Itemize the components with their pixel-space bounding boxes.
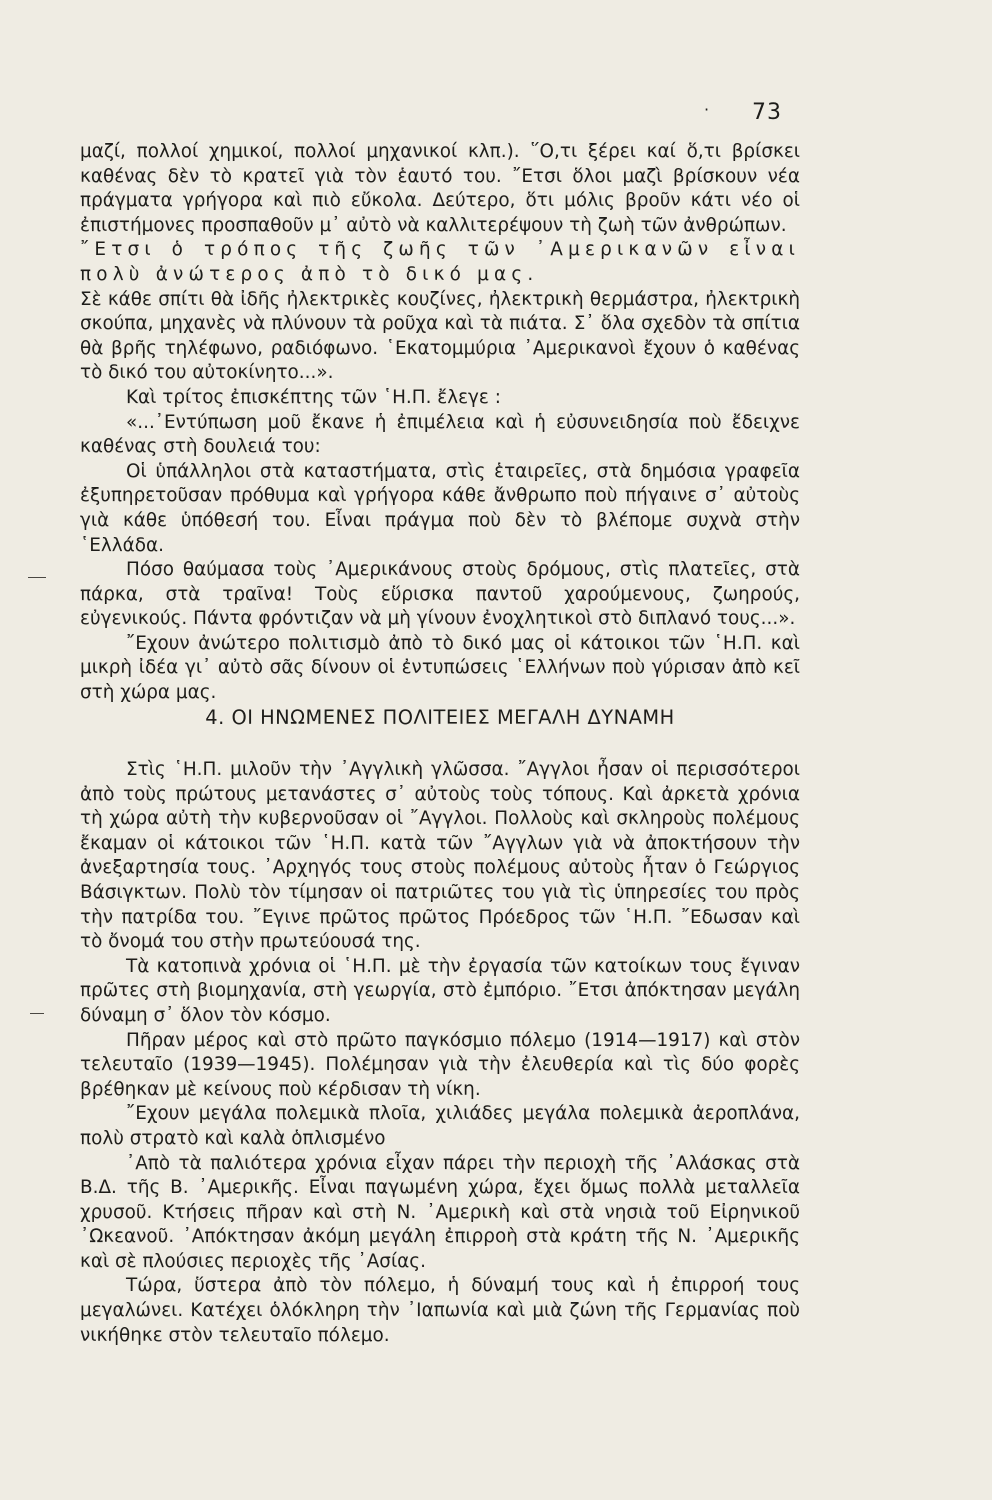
paragraph: «...᾿Εντύπωση μοῦ ἔκανε ἡ ἐπιμέλεια καὶ ἡ εὐσυνειδησία ποὺ ἔδειχνε καθένας στὴ δουλειά του: [80,411,800,458]
margin-mark [28,577,46,578]
margin-mark [30,1013,44,1014]
paragraph-spaced: ῎Ετσι ὁ τρόπος τῆς ζωῆς τῶν ᾿Αμερικανῶν εἶναι πολὺ ἀνώτερος ἀπὸ τὸ δικό μας. [80,239,800,285]
paragraph: Σὲ κάθε σπίτι θὰ ἰδῆς ἠλεκτρικὲς κουζίνες, ἠλεκτρικὴ θερμάστρα, ἠλεκτρικὴ σκούπα, μηχανὲς νὰ πλύνουν τὰ ροῦχα καὶ τὰ πιάτα. Σ᾿ ὅλα σχεδὸν τὰ σπίτια θὰ βρῆς τηλέφωνο, ραδιόφωνο. ῾Εκατομμύρια ᾿Αμερικανοὶ ἔχουν ὁ καθένας τὸ δικό του αὐτοκίνητο...». [80,288,800,384]
section-heading: 4. ΟΙ ΗΝΩΜΕΝΕΣ ΠΟΛΙΤΕΙΕΣ ΜΕΓΑΛΗ ΔΥΝΑΜΗ [205,706,675,729]
paragraph: Πόσο θαύμασα τοὺς ᾿Αμερικάνους στοὺς δρόμους, στὶς πλατεῖες, στὰ πάρκα, στὰ τραῖνα! Τοὺς εὕρισκα παντοῦ χαρούμενους, ζωηρούς, εὐγενικούς. Πάντα φρόντιζαν νὰ μὴ γίνουν ἐνοχλητικοὶ στὸ διπλανό τους...». [80,559,800,630]
page-number: 73 [752,100,782,125]
paragraph: Στὶς ῾Η.Π. μιλοῦν τὴν ᾿Αγγλικὴ γλῶσσα. ῎Αγγλοι ἦσαν οἱ περισσότεροι ἀπὸ τοὺς πρώτους μετανάστες σ᾿ αὐτοὺς τοὺς τόπους. Καὶ ἀρκετὰ χρόνια τὴ χώρα αὐτὴ τὴν κυβερνοῦσαν οἱ ῎Αγγλοι. Πολλοὺς καὶ σκληροὺς πολέμους ἔκαμαν οἱ κάτοικοι τῶν ῾Η.Π. κατὰ τῶν ῎Αγγλων γιὰ νὰ ἀποκτήσουν τὴν ἀνεξαρτησία τους. ᾿Αρχηγός τους στοὺς πολέμους αὐτοὺς ἦταν ὁ Γεώργιος Βάσιγκτων. Πολὺ τὸν τίμησαν οἱ πατριῶτες του γιὰ τὶς ὑπηρεσίες του πρὸς τὴν πατρίδα του. ῎Εγινε πρῶτος πρῶτος Πρόεδρος τῶν ῾Η.Π. ῎Εδωσαν καὶ τὸ ὄνομά του στὴν πρωτεύουσά της. [80,759,800,953]
paragraph: Καὶ τρίτος ἐπισκέπτης τῶν ῾Η.Π. ἔλεγε : [126,386,501,408]
paragraph: μαζί, πολλοί χημικοί, πολλοί μηχανικοί κλπ.). ῞Ο,τι ξέρει καί ὅ,τι βρίσκει καθένας δὲν τὸ κρατεῖ γιὰ τὸν ἑαυτό του. ῎Ετσι ὅλοι μαζὶ βρίσκουν νέα πράγματα γρήγορα καὶ πιὸ εὔκολα. Δεύτερο, ὅτι μόλις βροῦν κάτι νέο οἱ ἐπιστήμονες προσπαθοῦν μ᾿ αὐτὸ νὰ καλλιτερέψουν τὴ ζωὴ τῶν ἀνθρώπων. [80,141,800,236]
page-dot: · [704,100,710,119]
paragraph: Πῆραν μέρος καὶ στὸ πρῶτο παγκόσμιο πόλεμο (1914—1917) καὶ στὸν τελευταῖο (1939—1945). Πολέμησαν γιὰ τὴν ἐλευθερία καὶ τὶς δύο φορὲς βρέθηκαν μὲ κείνους ποὺ κέρδισαν τὴ νίκη. [80,1029,800,1100]
paragraph: ῎Εχουν μεγάλα πολεμικὰ πλοῖα, χιλιάδες μεγάλα πολεμικὰ ἀεροπλάνα, πολὺ στρατὸ καὶ καλὰ ὁπλισμένο [80,1103,800,1149]
paragraph: Τώρα, ὕστερα ἀπὸ τὸν πόλεμο, ἡ δύναμή τους καὶ ἡ ἐπιρροή τους μεγαλώνει. Κατέχει ὁλόκληρη τὴν ᾿Ιαπωνία καὶ μιὰ ζώνη τῆς Γερμανίας ποὺ νικήθηκε στὸν τελευταῖο πόλεμο. [80,1275,800,1346]
paragraph: ᾿Απὸ τὰ παλιότερα χρόνια εἶχαν πάρει τὴν περιοχὴ τῆς ᾿Αλάσκας στὰ Β.Δ. τῆς Β. ᾿Αμερικῆς. Εἶναι παγωμένη χώρα, ἔχει ὅμως πολλὰ μεταλλεῖα χρυσοῦ. Κτήσεις πῆραν καὶ στὴ Ν. ᾿Αμερικὴ καὶ στὰ νησιὰ τοῦ Εἰρηνικοῦ ᾿Ωκεανοῦ. ᾿Απόκτησαν ἀκόμη μεγάλη ἐπιρροὴ στὰ κράτη τῆς Ν. ᾿Αμερικῆς καὶ σὲ πλούσιες περιοχὲς τῆς ᾿Ασίας. [80,1152,800,1272]
paragraph: Τὰ κατοπινὰ χρόνια οἱ ῾Η.Π. μὲ τὴν ἐργασία τῶν κατοίκων τους ἔγιναν πρῶτες στὴ βιομηχανία, στὴ γεωργία, στὸ ἐμπόριο. ῎Ετσι ἀπόκτησαν μεγάλη δύναμη σ᾿ ὅλον τὸν κόσμο. [80,955,800,1026]
paragraph: ῎Εχουν ἀνώτερο πολιτισμὸ ἀπὸ τὸ δικό μας οἱ κάτοικοι τῶν ῾Η.Π. καὶ μικρὴ ἰδέα γι᾿ αὐτὸ σᾶς δίνουν οἱ ἐντυπώσεις ῾Ελλήνων ποὺ γύρισαν ἀπὸ κεῖ στὴ χώρα μας. [80,632,800,704]
text-block-top [80,140,800,706]
paragraph: Οἱ ὑπάλληλοι στὰ καταστήματα, στὶς ἑταιρεῖες, στὰ δημόσια γραφεῖα ἐξυπηρετοῦσαν πρόθυμα καὶ γρήγορα κάθε ἄνθρωπο ποὺ πήγαινε σ᾿ αὐτοὺς γιὰ κάθε ὑπόθεσή του. Εἶναι πράγμα ποὺ δὲν τὸ βλέπομε συχνὰ στὴν ῾Ελλάδα. [80,460,800,556]
text-block-bottom [80,758,800,1348]
